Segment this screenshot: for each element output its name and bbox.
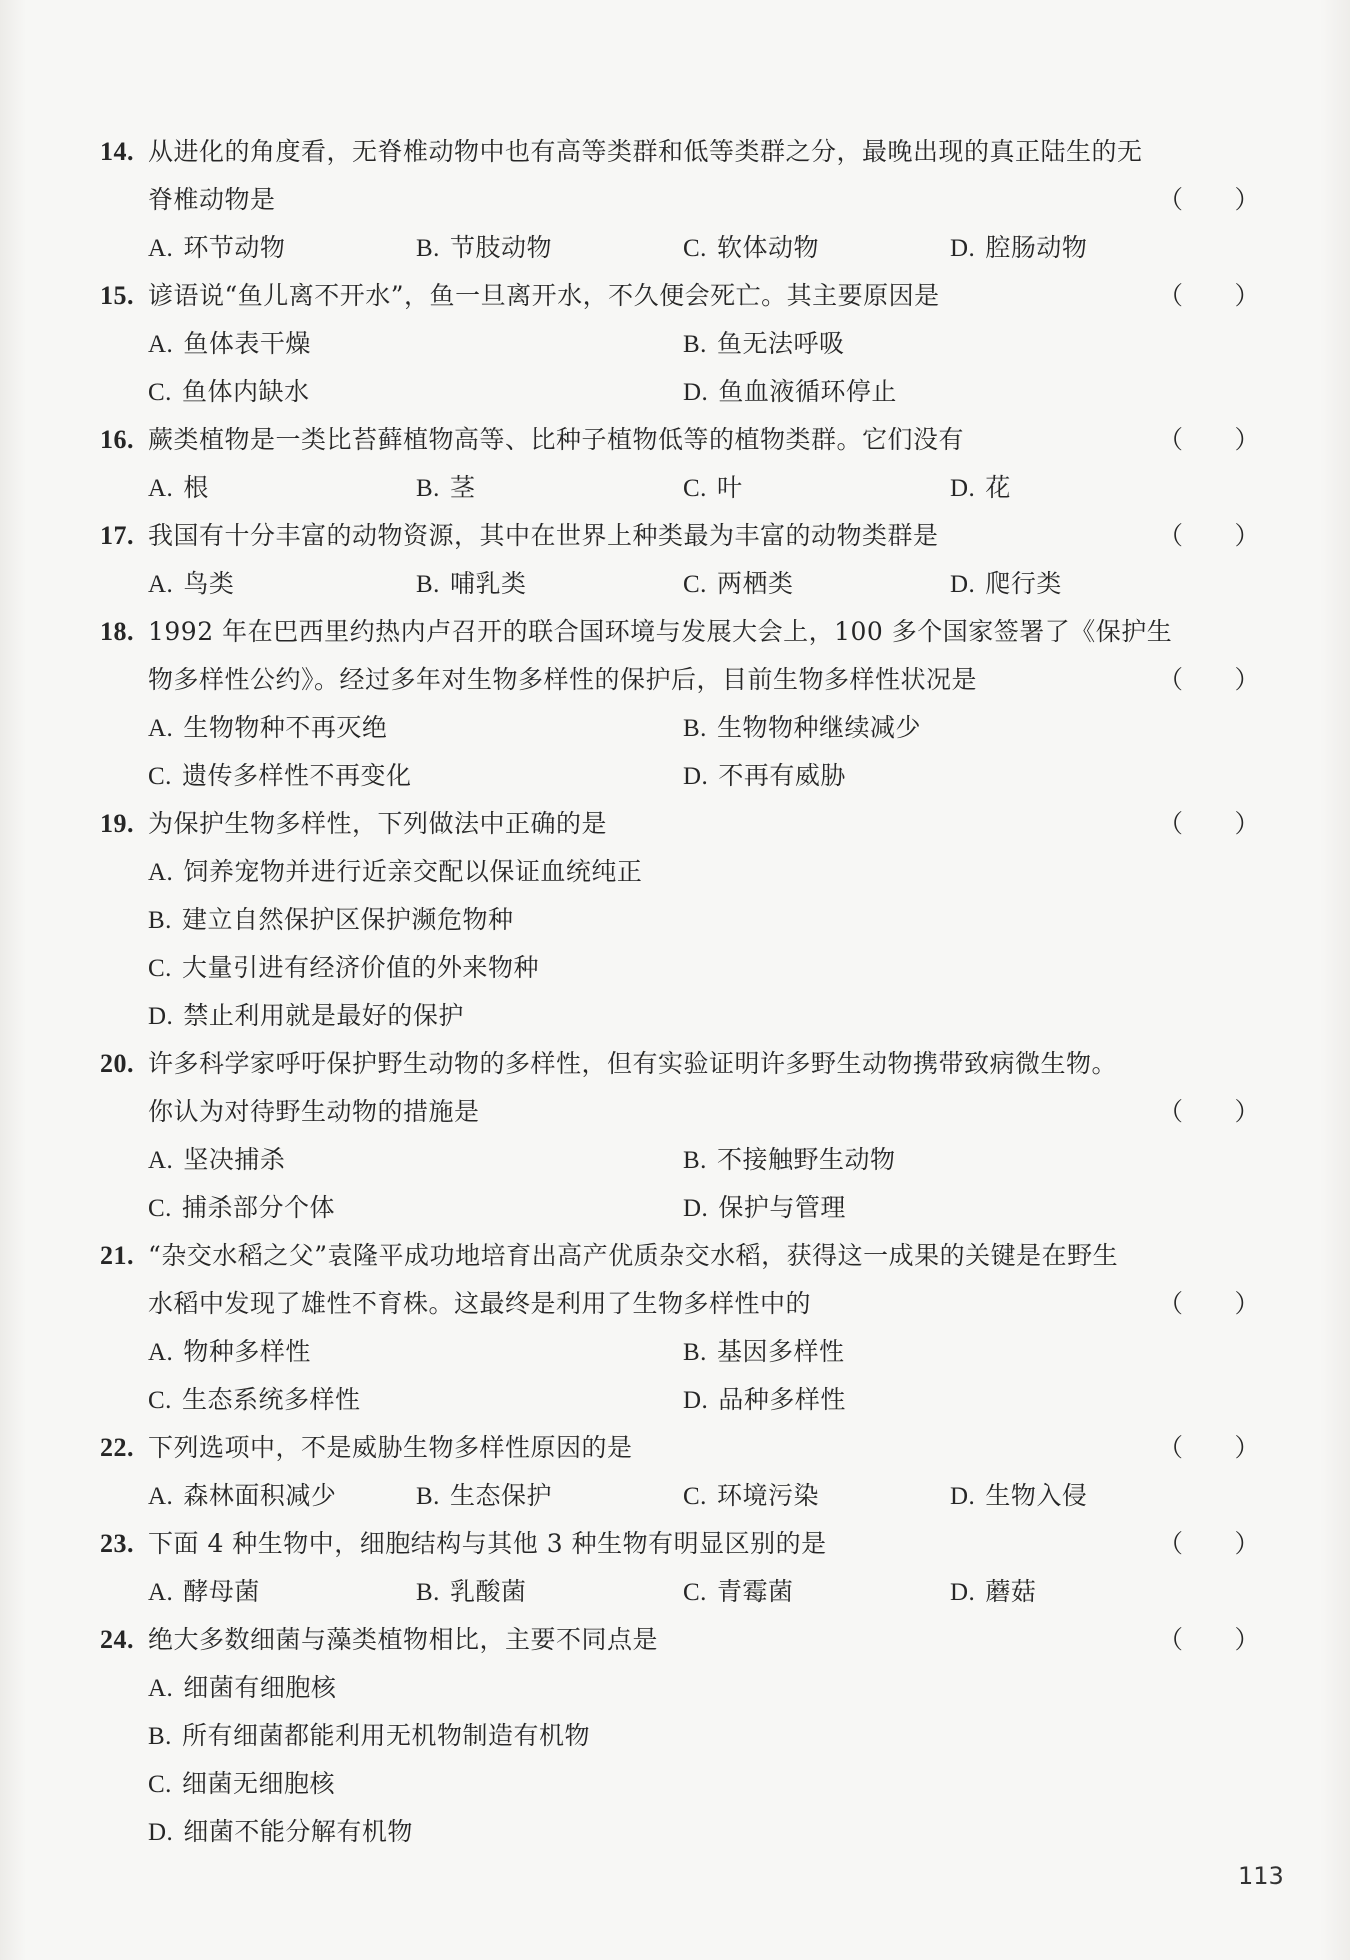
option-letter: C.	[683, 235, 707, 262]
option-row	[100, 368, 1240, 416]
question-item	[100, 272, 1261, 416]
answer-option[interactable]	[148, 752, 411, 801]
answer-bracket[interactable]: （ ）	[1158, 809, 1261, 838]
option-text: 生物物种继续减少	[716, 713, 921, 742]
option-text: 鱼无法呼吸	[716, 329, 845, 358]
answer-option[interactable]	[148, 224, 285, 273]
question-number: 18.	[100, 617, 134, 646]
option-text: 鱼体内缺水	[181, 377, 310, 406]
question-stem-line	[100, 1040, 1240, 1088]
option-letter: B.	[683, 331, 707, 358]
option-letter: B.	[416, 1579, 440, 1606]
option-text: 建立自然保护区保护濒危物种	[181, 905, 514, 934]
option-text: 环境污染	[716, 1481, 819, 1510]
question-stem-text: 水稻中发现了雄性不育株。这最终是利用了生物多样性中的	[148, 1289, 812, 1318]
option-letter: A.	[148, 1675, 174, 1702]
option-text: 细菌有细胞核	[183, 1673, 337, 1702]
answer-bracket[interactable]: （ ）	[1158, 521, 1261, 550]
question-stem-text: 为保护生物多样性，下列做法中正确的是	[148, 809, 608, 838]
question-stem-text: 蕨类植物是一类比苔藓植物高等、比种子植物低等的植物类群。它们没有	[148, 425, 965, 454]
question-stem-line	[100, 1232, 1240, 1280]
option-text: 保护与管理	[718, 1193, 846, 1222]
option-letter: A.	[148, 475, 174, 502]
option-letter: C.	[683, 1483, 707, 1510]
option-letter: B.	[148, 907, 172, 934]
question-stem-text: 从进化的角度看，无脊椎动物中也有高等类群和低等类群之分，最晚出现的真正陆生的无	[148, 137, 1143, 166]
question-item	[100, 800, 1261, 1040]
option-text: 物种多样性	[183, 1337, 311, 1366]
option-text: 节肢动物	[449, 233, 552, 262]
option-letter: D.	[950, 1579, 976, 1606]
answer-option[interactable]	[148, 464, 209, 513]
answer-option[interactable]	[683, 1472, 819, 1521]
option-row	[100, 1808, 1240, 1856]
option-letter: D.	[950, 1483, 976, 1510]
option-letter: C.	[148, 379, 172, 406]
option-letter: A.	[148, 1483, 174, 1510]
option-text: 叶	[716, 473, 743, 502]
question-item	[100, 128, 1261, 272]
answer-option[interactable]	[148, 320, 311, 369]
option-text: 酵母菌	[183, 1577, 260, 1606]
option-text: 青霉菌	[716, 1577, 794, 1606]
option-letter: B.	[148, 1723, 172, 1750]
option-text: 不接触野生动物	[716, 1145, 896, 1174]
option-text: 鱼血液循环停止	[718, 377, 897, 406]
option-row	[100, 1760, 1240, 1808]
question-stem-text: 物多样性公约》。经过多年对生物多样性的保护后，目前生物多样性状况是	[148, 665, 978, 694]
question-stem-text: 脊椎动物是	[148, 185, 276, 214]
option-row	[100, 1712, 1240, 1760]
option-letter: D.	[950, 571, 976, 598]
question-number: 24.	[100, 1625, 134, 1654]
option-letter: D.	[950, 235, 976, 262]
option-text: 遗传多样性不再变化	[181, 761, 412, 790]
option-letter: B.	[683, 1147, 707, 1174]
option-text: 根	[183, 473, 209, 502]
option-letter: B.	[416, 1483, 440, 1510]
option-letter: D.	[683, 1195, 709, 1222]
option-letter: C.	[683, 475, 707, 502]
option-letter: C.	[683, 1579, 707, 1606]
question-number: 15.	[100, 281, 134, 310]
option-text: 哺乳类	[449, 569, 527, 598]
option-letter: B.	[416, 475, 440, 502]
question-number: 23.	[100, 1529, 134, 1558]
option-row	[100, 320, 1240, 368]
question-stem-line	[100, 608, 1240, 656]
question-number: 17.	[100, 521, 134, 550]
answer-option[interactable]	[148, 896, 513, 945]
option-letter: C.	[148, 1387, 172, 1414]
question-stem-text: 谚语说“鱼儿离不开水”，鱼一旦离开水，不久便会死亡。其主要原因是	[148, 281, 940, 310]
option-letter: C.	[148, 1771, 172, 1798]
answer-option[interactable]	[950, 224, 1087, 273]
option-row	[100, 992, 1240, 1040]
option-text: 不再有威胁	[718, 761, 846, 790]
option-row	[100, 560, 1240, 608]
option-text: 生物入侵	[985, 1481, 1088, 1510]
question-number: 16.	[100, 425, 134, 454]
option-letter: A.	[148, 571, 174, 598]
option-row	[100, 752, 1240, 800]
question-number: 20.	[100, 1049, 134, 1078]
option-row	[100, 848, 1240, 896]
option-letter: D.	[148, 1819, 174, 1846]
option-letter: B.	[683, 1339, 707, 1366]
option-text: 软体动物	[716, 233, 819, 262]
question-item	[100, 416, 1261, 512]
option-letter: D.	[683, 1387, 709, 1414]
option-row	[100, 1568, 1240, 1616]
option-text: 鱼体表干燥	[183, 329, 311, 358]
answer-option[interactable]	[683, 1328, 844, 1377]
option-text: 品种多样性	[718, 1385, 846, 1414]
question-stem-line	[100, 1424, 1261, 1472]
question-stem-line	[100, 272, 1261, 320]
answer-bracket[interactable]: （ ）	[1158, 1529, 1261, 1558]
option-text: 饲养宠物并进行近亲交配以保证血统纯正	[183, 857, 643, 886]
option-letter: D.	[683, 763, 709, 790]
option-letter: C.	[148, 763, 172, 790]
question-number: 19.	[100, 809, 134, 838]
option-text: 鸟类	[183, 569, 235, 598]
answer-option[interactable]	[683, 1376, 846, 1425]
option-row	[100, 1136, 1240, 1184]
answer-option[interactable]	[950, 464, 1011, 513]
answer-option[interactable]	[683, 464, 742, 513]
answer-option[interactable]	[148, 560, 234, 609]
option-text: 两栖类	[716, 569, 794, 598]
option-letter: A.	[148, 331, 174, 358]
answer-option[interactable]	[148, 1472, 336, 1521]
answer-option[interactable]	[683, 224, 819, 273]
question-stem-text: 1992 年在巴西里约热内卢召开的联合国环境与发展大会上，100 多个国家签署了《保护生	[148, 617, 1173, 646]
question-item	[100, 1232, 1261, 1424]
question-list	[100, 128, 1261, 1856]
question-stem-line	[100, 1520, 1261, 1568]
option-text: 细菌不能分解有机物	[183, 1817, 413, 1846]
option-text: 生态系统多样性	[181, 1385, 361, 1414]
question-stem-line	[100, 656, 1261, 704]
answer-option[interactable]	[148, 1568, 260, 1617]
answer-option[interactable]	[683, 368, 897, 417]
option-text: 环节动物	[183, 233, 286, 262]
option-row	[100, 704, 1240, 752]
option-text: 禁止利用就是最好的保护	[183, 1001, 464, 1030]
option-text: 捕杀部分个体	[181, 1193, 335, 1222]
answer-option[interactable]	[683, 1136, 895, 1185]
option-text: 基因多样性	[716, 1337, 845, 1366]
question-number: 21.	[100, 1241, 134, 1270]
option-text: 细菌无细胞核	[181, 1769, 335, 1798]
option-text: 生物物种不再灭绝	[183, 713, 388, 742]
question-stem-text: “杂交水稻之父”袁隆平成功地培育出高产优质杂交水稻，获得这一成果的关键是在野生	[148, 1241, 1119, 1270]
answer-option[interactable]	[683, 752, 846, 801]
option-row	[100, 464, 1240, 512]
answer-option[interactable]	[416, 1472, 552, 1521]
answer-option[interactable]	[148, 848, 642, 897]
option-text: 森林面积减少	[183, 1481, 337, 1510]
option-row	[100, 1184, 1240, 1232]
answer-option[interactable]	[416, 560, 526, 609]
answer-option[interactable]	[950, 1568, 1036, 1617]
option-letter: D.	[683, 379, 709, 406]
question-stem-text: 下面 4 种生物中，细胞结构与其他 3 种生物有明显区别的是	[148, 1529, 827, 1558]
answer-bracket[interactable]: （ ）	[1158, 281, 1261, 310]
answer-option[interactable]	[950, 1472, 1087, 1521]
option-row	[100, 1376, 1240, 1424]
option-text: 所有细菌都能利用无机物制造有机物	[181, 1721, 590, 1750]
option-letter: C.	[683, 571, 707, 598]
question-stem-line	[100, 1280, 1261, 1328]
question-stem-line	[100, 128, 1240, 176]
question-item	[100, 1040, 1261, 1232]
question-stem-text: 绝大多数细菌与藻类植物相比，主要不同点是	[148, 1625, 659, 1654]
answer-option[interactable]	[148, 1184, 335, 1233]
option-row	[100, 1472, 1240, 1520]
question-stem-text: 你认为对待野生动物的措施是	[148, 1097, 480, 1126]
answer-option[interactable]	[683, 704, 921, 753]
option-text: 坚决捕杀	[183, 1145, 286, 1174]
answer-option[interactable]	[950, 560, 1062, 609]
question-stem-text: 许多科学家呼吁保护野生动物的多样性，但有实验证明许多野生动物携带致病微生物。	[148, 1049, 1118, 1078]
answer-option[interactable]	[416, 224, 552, 273]
option-row	[100, 1328, 1240, 1376]
page-number: 113	[1238, 1862, 1284, 1890]
option-letter: C.	[148, 1195, 172, 1222]
option-letter: B.	[416, 235, 440, 262]
option-text: 茎	[449, 473, 476, 502]
answer-option[interactable]	[683, 1568, 793, 1617]
option-letter: A.	[148, 1339, 174, 1366]
answer-option[interactable]	[148, 704, 387, 753]
question-stem-line	[100, 800, 1261, 848]
answer-option[interactable]	[148, 1760, 335, 1809]
answer-option[interactable]	[148, 1328, 311, 1377]
answer-option[interactable]	[148, 1664, 336, 1713]
answer-option[interactable]	[416, 464, 475, 513]
question-item	[100, 608, 1261, 800]
option-text: 生态保护	[449, 1481, 552, 1510]
answer-option[interactable]	[148, 368, 309, 417]
option-row	[100, 944, 1240, 992]
option-text: 爬行类	[985, 569, 1062, 598]
answer-option[interactable]	[683, 1184, 846, 1233]
question-stem-text: 我国有十分丰富的动物资源，其中在世界上种类最为丰富的动物类群是	[148, 521, 939, 550]
option-letter: B.	[683, 715, 707, 742]
option-text: 大量引进有经济价值的外来物种	[181, 953, 539, 982]
answer-bracket[interactable]: （ ）	[1158, 665, 1261, 694]
option-letter: A.	[148, 235, 174, 262]
answer-option[interactable]	[148, 1712, 590, 1761]
question-item	[100, 512, 1261, 608]
answer-option[interactable]	[148, 1136, 285, 1185]
question-stem-line	[100, 1088, 1261, 1136]
answer-bracket[interactable]: （ ）	[1158, 185, 1261, 214]
answer-bracket[interactable]: （ ）	[1158, 1433, 1261, 1462]
option-letter: A.	[148, 715, 174, 742]
option-text: 蘑菇	[985, 1577, 1037, 1606]
question-number: 14.	[100, 137, 134, 166]
question-stem-line	[100, 512, 1261, 560]
option-row	[100, 896, 1240, 944]
question-number: 22.	[100, 1433, 134, 1462]
answer-option[interactable]	[148, 1808, 413, 1857]
option-row	[100, 224, 1240, 272]
option-letter: A.	[148, 1579, 174, 1606]
answer-option[interactable]	[148, 944, 539, 993]
option-letter: A.	[148, 1147, 174, 1174]
answer-option[interactable]	[683, 560, 793, 609]
question-stem-line	[100, 1616, 1261, 1664]
question-item	[100, 1616, 1261, 1856]
option-letter: D.	[148, 1003, 174, 1030]
question-item	[100, 1424, 1261, 1520]
option-text: 乳酸菌	[449, 1577, 527, 1606]
answer-bracket[interactable]: （ ）	[1158, 1289, 1261, 1318]
answer-bracket[interactable]: （ ）	[1158, 1625, 1261, 1654]
answer-option[interactable]	[416, 1568, 526, 1617]
option-text: 花	[985, 473, 1011, 502]
answer-option[interactable]	[148, 992, 464, 1041]
option-letter: A.	[148, 859, 174, 886]
option-letter: C.	[148, 955, 172, 982]
option-letter: D.	[950, 475, 976, 502]
option-text: 腔肠动物	[985, 233, 1088, 262]
option-row	[100, 1664, 1240, 1712]
question-item	[100, 1520, 1261, 1616]
answer-option[interactable]	[148, 1376, 360, 1425]
answer-bracket[interactable]: （ ）	[1158, 1097, 1261, 1126]
answer-option[interactable]	[683, 320, 844, 369]
question-stem-text: 下列选项中，不是威胁生物多样性原因的是	[148, 1433, 633, 1462]
question-stem-line	[100, 416, 1261, 464]
option-letter: B.	[416, 571, 440, 598]
answer-bracket[interactable]: （ ）	[1158, 425, 1261, 454]
question-stem-line	[100, 176, 1261, 224]
